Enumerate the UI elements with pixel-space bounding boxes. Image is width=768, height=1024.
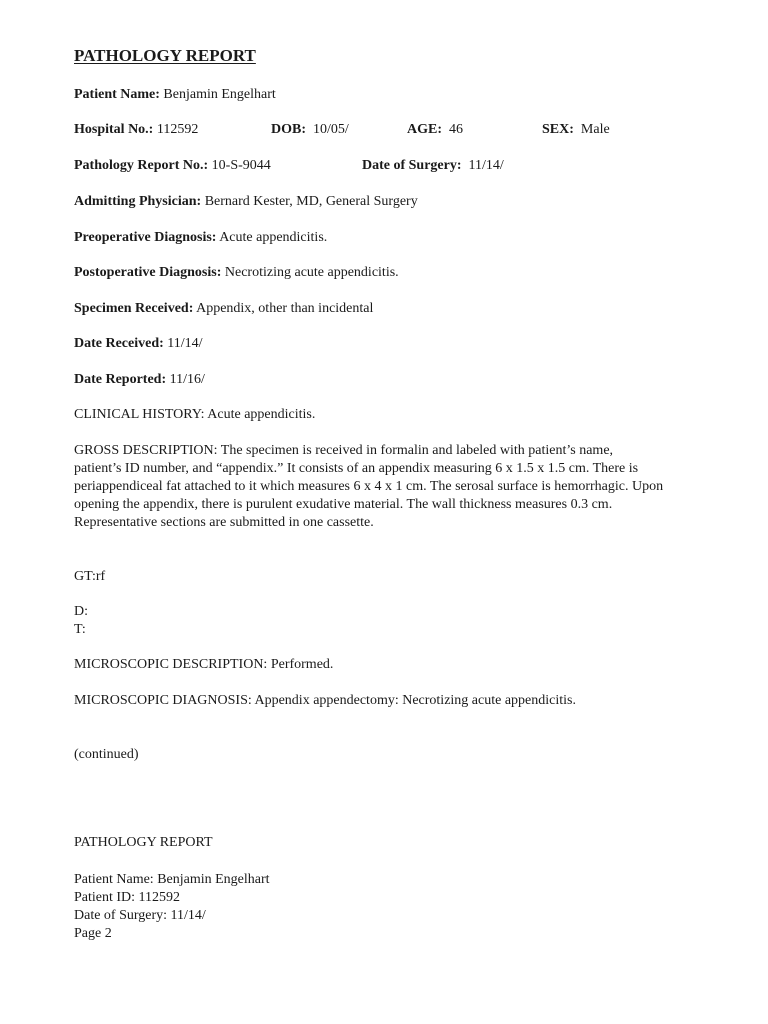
- preop-diagnosis-label: Preoperative Diagnosis:: [74, 230, 217, 245]
- date-of-surgery-label: Date of Surgery:: [362, 158, 462, 173]
- continued-note: (continued): [74, 747, 139, 762]
- sex-field: [542, 121, 610, 139]
- postop-diagnosis-value: Necrotizing acute appendicitis.: [224, 265, 399, 280]
- dictated-marker: D:: [74, 604, 88, 619]
- specimen-received-line: [74, 300, 373, 318]
- report-no-value: 10-S-9044: [211, 158, 271, 173]
- preop-diagnosis-line: [74, 229, 327, 247]
- hospital-no-field: [74, 121, 198, 139]
- date-received-line: [74, 335, 203, 353]
- patient-name-line: [74, 86, 276, 104]
- hospital-no-label: Hospital No.:: [74, 122, 154, 137]
- age-value: 46: [449, 122, 463, 137]
- date-received-value: 11/14/: [167, 336, 203, 351]
- date-reported-value: 11/16/: [169, 372, 205, 387]
- dob-value: 10/05/: [313, 122, 349, 137]
- report-no-field: [74, 157, 271, 175]
- sex-label: SEX:: [542, 122, 574, 137]
- clinical-history: CLINICAL HISTORY: Acute appendicitis.: [74, 407, 316, 422]
- page2-page-number: Page 2: [74, 926, 112, 941]
- patient-name-value: Benjamin Engelhart: [163, 87, 276, 102]
- hospital-no-value: 112592: [156, 122, 199, 137]
- gross-description-line-5: Representative sections are submitted in one cassette.: [74, 515, 374, 530]
- admitting-physician-label: Admitting Physician:: [74, 194, 202, 209]
- transcribed-marker: T:: [74, 622, 86, 637]
- page2-date-of-surgery: Date of Surgery: 11/14/: [74, 908, 206, 923]
- microscopic-diagnosis: MICROSCOPIC DIAGNOSIS: Appendix appendectomy: Necrotizing acute appendicitis.: [74, 693, 576, 708]
- date-reported-label: Date Reported:: [74, 372, 167, 387]
- patient-name-label: Patient Name:: [74, 87, 160, 102]
- date-reported-line: [74, 371, 205, 389]
- page2-patient-id: Patient ID: 112592: [74, 890, 181, 905]
- specimen-received-value: Appendix, other than incidental: [196, 301, 374, 316]
- age-field: [407, 121, 463, 139]
- dob-field: [271, 121, 349, 139]
- preop-diagnosis-value: Acute appendicitis.: [219, 230, 328, 245]
- gross-description-line-1: GROSS DESCRIPTION: The specimen is received in formalin and labeled with patient’s name,: [74, 443, 614, 458]
- postop-diagnosis-label: Postoperative Diagnosis:: [74, 265, 222, 280]
- date-received-label: Date Received:: [74, 336, 164, 351]
- report-title: PATHOLOGY REPORT: [74, 46, 256, 65]
- sex-value: Male: [580, 122, 610, 137]
- admitting-physician-line: [74, 193, 418, 211]
- microscopic-description: MICROSCOPIC DESCRIPTION: Performed.: [74, 657, 334, 672]
- age-label: AGE:: [407, 122, 442, 137]
- date-of-surgery-field: [362, 157, 504, 175]
- gross-description-line-4: opening the appendix, there is purulent exudative material. The wall thickness measures 0.3 cm.: [74, 497, 613, 512]
- date-of-surgery-value: 11/14/: [468, 158, 504, 173]
- gt-initials: GT:rf: [74, 569, 106, 584]
- page2-title: PATHOLOGY REPORT: [74, 835, 213, 850]
- specimen-received-label: Specimen Received:: [74, 301, 194, 316]
- report-no-label: Pathology Report No.:: [74, 158, 209, 173]
- postop-diagnosis-line: [74, 264, 399, 282]
- dob-label: DOB:: [271, 122, 306, 137]
- gross-description-line-2: patient’s ID number, and “appendix.” It consists of an appendix measuring 6 x 1.5 x 1.5 cm. There is: [74, 461, 639, 476]
- gross-description-line-3: periappendiceal fat attached to it which measures 6 x 4 x 1 cm. The serosal surface is hemorrhagic. Upon: [74, 479, 664, 494]
- page2-patient-name: Patient Name: Benjamin Engelhart: [74, 872, 270, 887]
- admitting-physician-value: Bernard Kester, MD, General Surgery: [204, 194, 418, 209]
